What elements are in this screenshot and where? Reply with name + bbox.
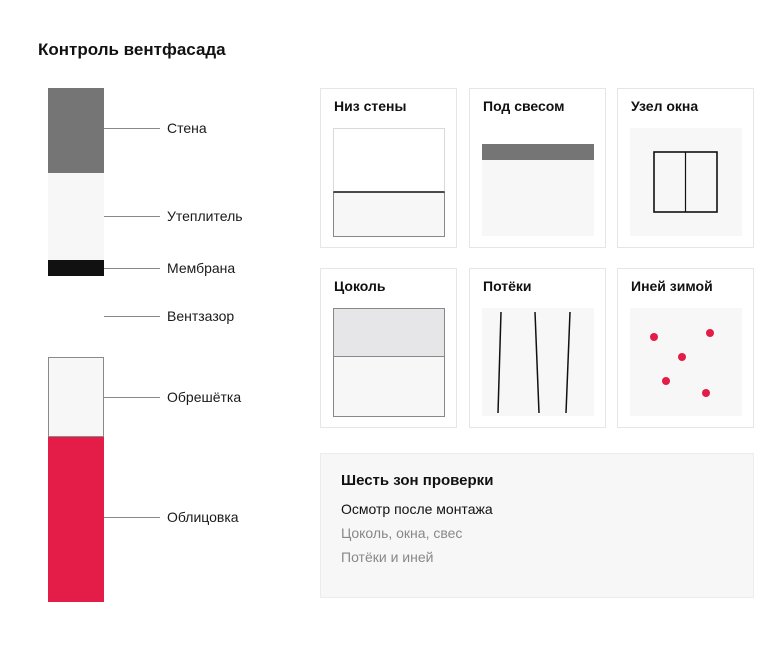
frost-spot [702, 389, 710, 397]
layer-label-membrane: Мембрана [167, 260, 236, 276]
frost-spot [678, 353, 686, 361]
window-sketch [630, 128, 742, 238]
leader-line [104, 268, 160, 269]
zone-card-wall-bottom [320, 88, 457, 248]
zone-card-window-node [617, 88, 754, 248]
layer-membrane [48, 260, 104, 276]
layer-insulation [48, 173, 104, 260]
summary-title: Шесть зон проверки [341, 472, 494, 489]
layer-wall [48, 88, 104, 173]
zone-card-frost [617, 268, 754, 428]
eaves-sketch [482, 128, 594, 238]
layer-battens [48, 357, 104, 437]
zone-title: Цоколь [334, 278, 386, 294]
zone-title: Потёки [483, 278, 532, 294]
summary-line: Цоколь, окна, свес [341, 525, 463, 541]
leader-line [104, 517, 160, 518]
layer-cladding [48, 437, 104, 602]
zone-card-streaks [469, 268, 606, 428]
summary-panel [320, 453, 754, 598]
page-title: Контроль вентфасада [38, 40, 226, 59]
leader-line [104, 397, 160, 398]
frost-spot [650, 333, 658, 341]
zone-title: Иней зимой [631, 278, 713, 294]
leader-line [104, 128, 160, 129]
summary-line: Осмотр после монтажа [341, 501, 493, 517]
wall-bottom-sketch [333, 128, 445, 238]
zone-card-under-eaves [469, 88, 606, 248]
summary-line: Потёки и иней [341, 549, 434, 565]
leader-line [104, 216, 160, 217]
zone-card-plinth [320, 268, 457, 428]
streaks-sketch [482, 308, 594, 418]
layer-label-air-gap: Вентзазор [167, 308, 235, 324]
frost-spot [706, 329, 714, 337]
plinth-sketch [333, 308, 445, 418]
layer-label-cladding: Облицовка [167, 509, 239, 525]
zone-title: Под свесом [483, 98, 565, 114]
frost-spot [662, 377, 670, 385]
leader-line [104, 316, 160, 317]
layer-label-wall: Стена [167, 120, 207, 136]
zone-title: Узел окна [631, 98, 699, 114]
zone-title: Низ стены [334, 98, 407, 114]
layer-label-insulation: Утеплитель [167, 208, 243, 224]
frost-sketch [630, 308, 742, 418]
layer-air-gap [48, 276, 104, 357]
layer-label-battens: Обрешётка [167, 389, 242, 405]
